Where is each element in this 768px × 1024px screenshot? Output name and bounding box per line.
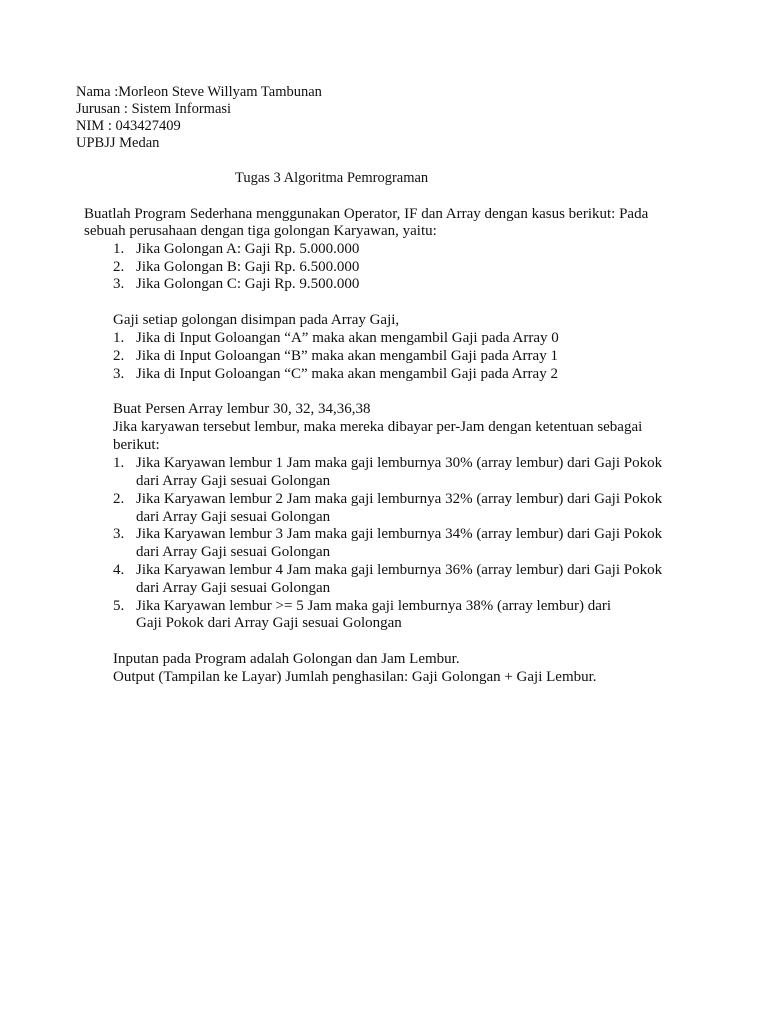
list-item-text: Jika di Input Goloangan “A” maka akan mengambil Gaji pada Array 0 (136, 330, 559, 346)
list-item-text: Jika Karyawan lembur 2 Jam maka gaji lemburnya 32% (array lembur) dari Gaji Pokok (136, 491, 663, 507)
list-item-text: Jika di Input Goloangan “B” maka akan mengambil Gaji pada Array 1 (136, 348, 558, 364)
lembur-intro-2: Jika karyawan tersebut lembur, maka mereka dibayar per-Jam dengan ketentuan sebagai (113, 419, 643, 435)
list-item-number: 1. (113, 241, 125, 257)
lembur-intro-3: berikut: (113, 437, 160, 453)
list-item-text-cont: Gaji Pokok dari Array Gaji sesuai Golongan (136, 615, 402, 631)
list-item-text: Jika Karyawan lembur 4 Jam maka gaji lemburnya 36% (array lembur) dari Gaji Pokok (136, 562, 663, 578)
intro-line-1: Buatlah Program Sederhana menggunakan Operator, IF dan Array dengan kasus berikut: Pada (84, 206, 649, 222)
header-jurusan: Jurusan : Sistem Informasi (76, 101, 232, 117)
list-item-text-cont: dari Array Gaji sesuai Golongan (136, 544, 331, 560)
intro-line-2: sebuah perusahaan dengan tiga golongan Karyawan, yaitu: (84, 223, 437, 239)
list-item-text: Jika Karyawan lembur 1 Jam maka gaji lemburnya 30% (array lembur) dari Gaji Pokok (136, 455, 663, 471)
list-item-number: 2. (113, 259, 125, 275)
list-item-text: Jika Golongan C: Gaji Rp. 9.500.000 (136, 276, 360, 292)
page-title: Tugas 3 Algoritma Pemrograman (235, 170, 429, 186)
header-nama: Nama :Morleon Steve Willyam Tambunan (76, 84, 322, 100)
list-item-number: 2. (113, 491, 125, 507)
list-item-text-cont: dari Array Gaji sesuai Golongan (136, 473, 331, 489)
list-item-number: 5. (113, 598, 125, 614)
footer-line-2: Output (Tampilan ke Layar) Jumlah penghasilan: Gaji Golongan + Gaji Lembur. (113, 669, 597, 685)
array-gaji-intro: Gaji setiap golongan disimpan pada Array Gaji, (113, 312, 400, 328)
list-item-text: Jika di Input Goloangan “C” maka akan mengambil Gaji pada Array 2 (136, 366, 558, 382)
list-item-text: Jika Golongan B: Gaji Rp. 6.500.000 (136, 259, 360, 275)
list-item-number: 1. (113, 455, 125, 471)
list-item-number: 3. (113, 526, 125, 542)
list-item-text: Jika Golongan A: Gaji Rp. 5.000.000 (136, 241, 360, 257)
list-item-number: 4. (113, 562, 125, 578)
list-item-text-cont: dari Array Gaji sesuai Golongan (136, 580, 331, 596)
footer-line-1: Inputan pada Program adalah Golongan dan Jam Lembur. (113, 651, 460, 667)
list-item-number: 1. (113, 330, 125, 346)
list-item-text-cont: dari Array Gaji sesuai Golongan (136, 509, 331, 525)
list-item-number: 2. (113, 348, 125, 364)
list-item-number: 3. (113, 276, 125, 292)
list-item-number: 3. (113, 366, 125, 382)
header-upbjj: UPBJJ Medan (76, 135, 160, 151)
list-item-text: Jika Karyawan lembur >= 5 Jam maka gaji lemburnya 38% (array lembur) dari (136, 598, 612, 614)
lembur-intro-1: Buat Persen Array lembur 30, 32, 34,36,38 (113, 401, 371, 417)
header-nim: NIM : 043427409 (76, 118, 181, 134)
list-item-text: Jika Karyawan lembur 3 Jam maka gaji lemburnya 34% (array lembur) dari Gaji Pokok (136, 526, 663, 542)
